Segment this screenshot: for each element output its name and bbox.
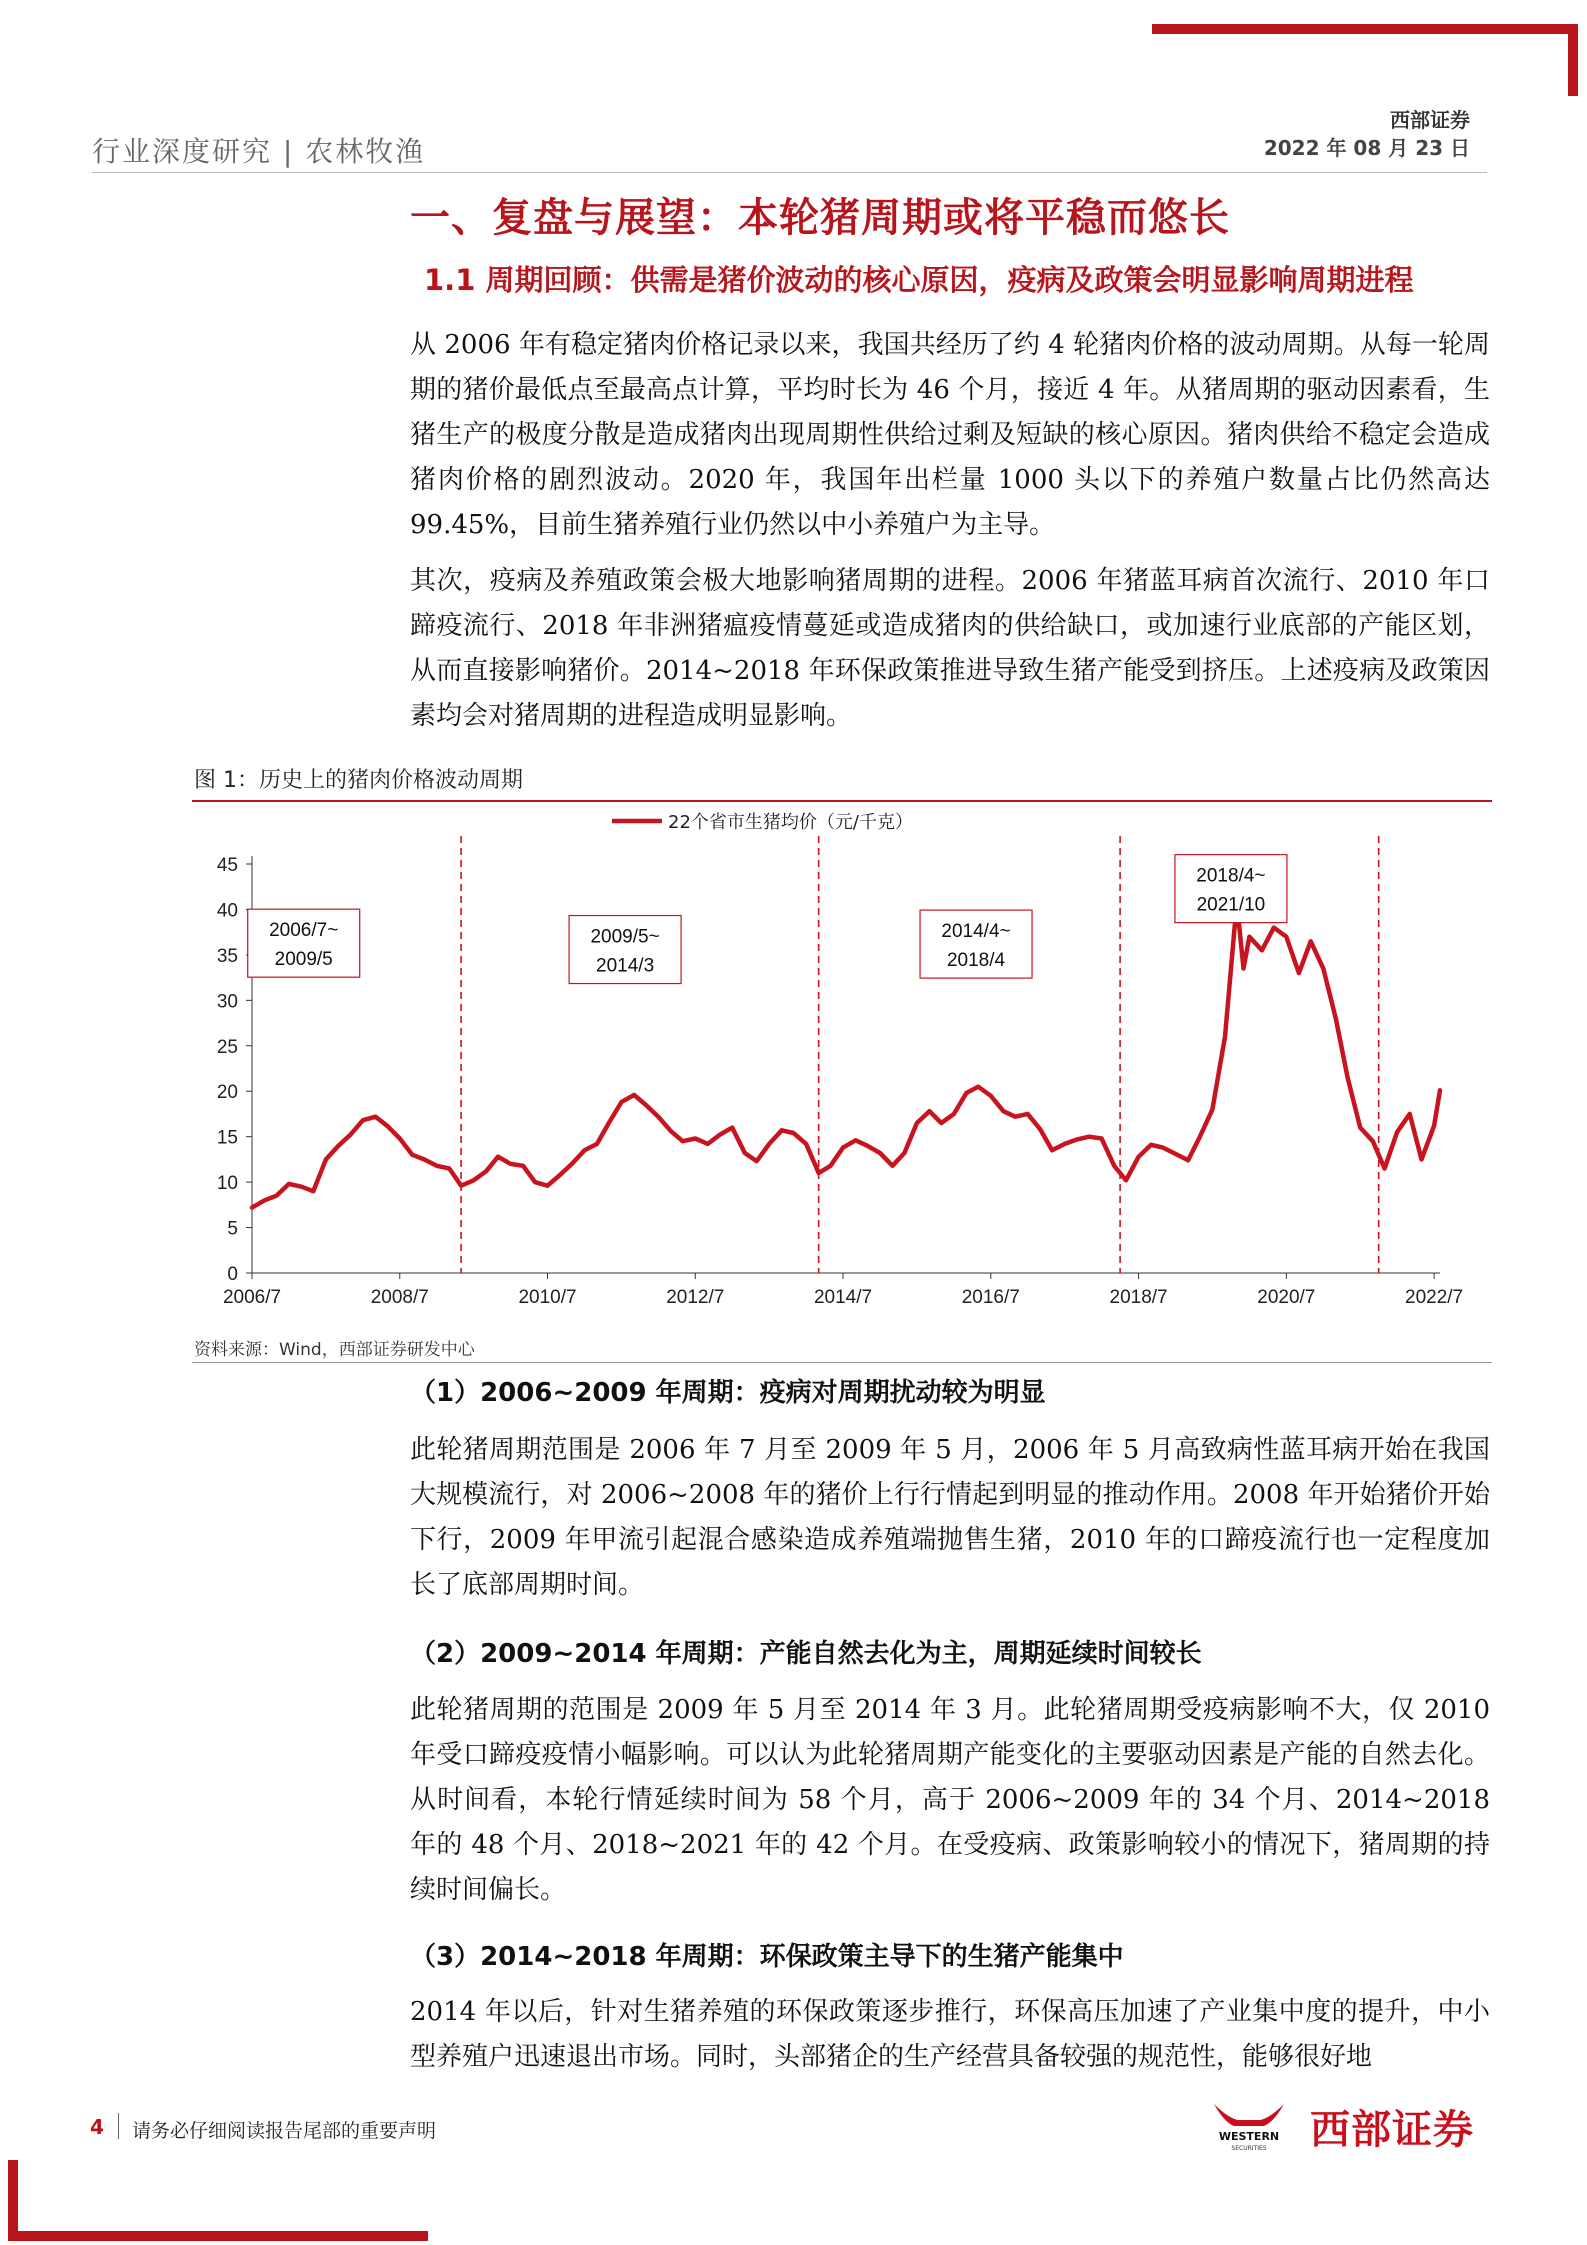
x-tick-label: 2010/7 [518, 1287, 577, 1308]
x-tick-label: 2020/7 [1257, 1287, 1316, 1308]
broker-name: 西部证券 [1390, 108, 1470, 132]
report-category: 行业深度研究 | 农林牧渔 [92, 135, 426, 168]
cycle-annotation-line1: 2018/4~ [1196, 865, 1266, 887]
footer-disclaimer: 请务必仔细阅读报告尾部的重要声明 [132, 2120, 437, 2142]
section-title: 一、复盘与展望：本轮猪周期或将平稳而悠长 [410, 195, 1230, 241]
section-subtitle: 1.1 周期回顾：供需是猪价波动的核心原因，疫病及政策会明显影响周期进程 [424, 263, 1414, 297]
logo-en-bottom: SECURITIES [1231, 2145, 1267, 2152]
subsection-3-text: 2014 年以后，针对生猪养殖的环保政策逐步推行，环保高压加速了产业集中度的提升，中小型养殖户迅速退出市场。同时，头部猪企的生产经营具备较强的规范性，能够很好地 [410, 1997, 1490, 2072]
subsection-2-title: （2）2009~2014 年周期：产能自然去化为主，周期延续时间较长 [410, 1639, 1202, 1669]
cycle-annotation-line2: 2014/3 [596, 955, 655, 977]
subsection-1-text: 此轮猪周期范围是 2006 年 7 月至 2009 年 5 月，2006 年 5 月高致病性蓝耳病开始在我国大规模流行，对 2006~2008 年的猪价上行行情起到明显的推动作用。2008 年开始猪价开始下行，2009 年甲流引起混合感染造成养殖端抛售生猪，2010 年的口蹄疫流行也一定程度加长了底部周期时间。 [410, 1435, 1490, 1600]
cycle-annotation-line2: 2009/5 [274, 949, 333, 971]
x-tick-label: 2008/7 [370, 1287, 429, 1308]
y-tick-label: 20 [216, 1082, 238, 1104]
cycle-annotation-line2: 2021/10 [1196, 894, 1266, 916]
corner-decoration-top-vertical [1568, 24, 1578, 96]
cycle-annotation-line1: 2014/4~ [941, 921, 1011, 943]
figure-bottom-rule [192, 1362, 1492, 1363]
subsection-2-text: 此轮猪周期的范围是 2009 年 5 月至 2014 年 3 月。此轮猪周期受疫病影响不大，仅 2010 年受口蹄疫疫情小幅影响。可以认为此轮猪周期产能变化的主要驱动因素是产能的自然去化。从时间看，本轮行情延续时间为 58 个月，高于 2006~2009 年的 34 个月、2014~2018 年的 48 个月、2018~2021 年的 42 个月。在受疫病、政策影响较小的情况下，猪周期的持续时间偏长。 [410, 1695, 1490, 1905]
paragraph-2: 其次，疫病及养殖政策会极大地影响猪周期的进程。2006 年猪蓝耳病首次流行、2010 年口蹄疫流行、2018 年非洲猪瘟疫情蔓延或造成猪肉的供给缺口，或加速行业底部的产能区划，从而直接影响猪价。2014~2018 年环保政策推进导致生猪产能受到挤压。上述疫病及政策因素均会对猪周期的进程造成明显影响。 [410, 566, 1490, 731]
corner-decoration-top [1152, 24, 1578, 34]
page-number: 4 [90, 2115, 104, 2139]
x-tick-label: 2012/7 [666, 1287, 725, 1308]
header-divider [92, 172, 1487, 173]
y-tick-label: 40 [216, 900, 238, 922]
price-series-line [252, 902, 1440, 1207]
logo-chinese-name: 西部证券 [1310, 2107, 1474, 2153]
corner-decoration-bottom-vertical [8, 2160, 18, 2241]
logo-en-top: WESTERN [1218, 2130, 1280, 2143]
cycle-annotation-line1: 2009/5~ [590, 926, 660, 948]
x-tick-label: 2018/7 [1109, 1287, 1168, 1308]
footer-separator [118, 2113, 119, 2139]
cycle-annotation-line2: 2018/4 [946, 950, 1006, 972]
y-tick-label: 35 [216, 945, 238, 967]
corner-decoration-bottom [8, 2231, 428, 2241]
legend-label: 22个省市生猪均价（元/千克） [668, 812, 913, 833]
x-tick-label: 2014/7 [813, 1287, 873, 1308]
y-tick-label: 5 [227, 1218, 238, 1240]
y-tick-label: 30 [216, 991, 238, 1013]
y-tick-label: 0 [227, 1264, 238, 1285]
x-tick-label: 2016/7 [961, 1287, 1020, 1308]
report-date: 2022 年 08 月 23 日 [1263, 136, 1470, 160]
paragraph-1: 从 2006 年有稳定猪肉价格记录以来，我国共经历了约 4 轮猪肉价格的波动周期。从每一轮周期的猪价最低点至最高点计算，平均时长为 46 个月，接近 4 年。从猪周期的驱动因素看，生猪生产的极度分散是造成猪肉出现周期性供给过剩及短缺的核心原因。猪肉供给不稳定会造成猪肉价格的剧烈波动。2020 年，我国年出栏量 1000 头以下的养殖户数量占比仍然高达 99.45%，目前生猪养殖行业仍然以中小养殖户为主导。 [410, 330, 1490, 540]
y-tick-label: 10 [216, 1173, 238, 1195]
pork-price-chart [192, 804, 1492, 1332]
subsection-1-title: （1）2006~2009 年周期：疫病对周期扰动较为明显 [410, 1378, 1046, 1408]
cycle-annotation-line1: 2006/7~ [269, 920, 339, 942]
y-tick-label: 25 [216, 1036, 238, 1058]
x-tick-label: 2006/7 [222, 1287, 282, 1308]
figure-title: 图 1：历史上的猪肉价格波动周期 [194, 768, 523, 793]
y-tick-label: 15 [216, 1127, 238, 1149]
figure-top-rule [192, 800, 1492, 802]
x-tick-label: 2022/7 [1405, 1287, 1464, 1308]
figure-source: 资料来源：Wind，西部证券研发中心 [194, 1340, 475, 1360]
western-securities-logo-icon [1208, 2100, 1290, 2152]
y-tick-label: 45 [216, 855, 238, 876]
subsection-3-title: （3）2014~2018 年周期：环保政策主导下的生猪产能集中 [410, 1942, 1124, 1972]
